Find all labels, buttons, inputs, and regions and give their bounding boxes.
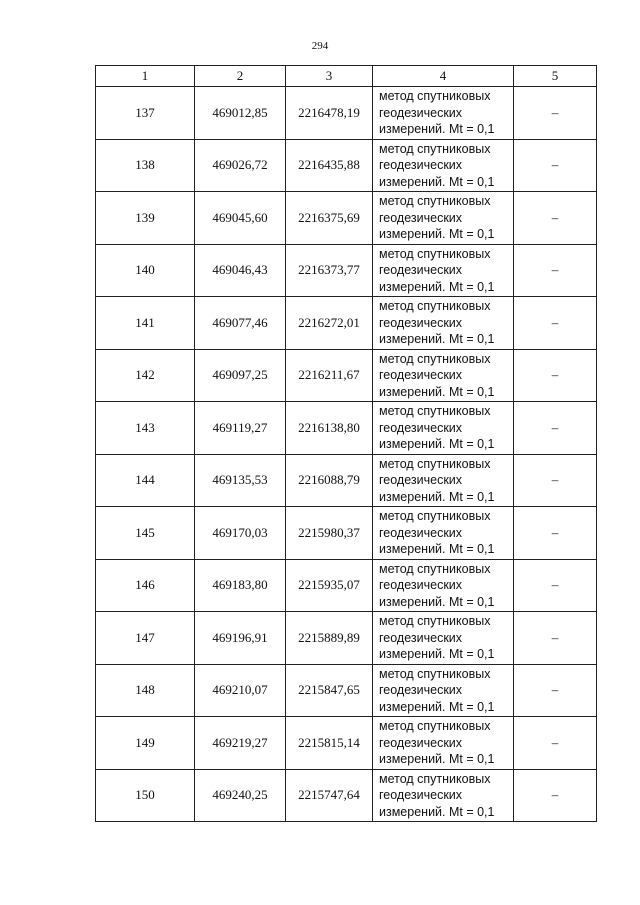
table-row: [96, 87, 597, 140]
point-number-cell: 145: [96, 507, 195, 560]
y-coordinate-cell: 2215747,64: [286, 769, 373, 822]
x-coordinate-cell: 469046,43: [195, 244, 286, 297]
method-line: измерений. Mt = 0,1: [379, 752, 495, 766]
method-cell: [373, 507, 514, 560]
method-cell: [373, 87, 514, 140]
method-line: геодезических: [379, 368, 463, 382]
method-line: измерений. Mt = 0,1: [379, 699, 495, 714]
table-row: [96, 349, 597, 402]
y-coordinate-cell: 2215980,37: [286, 507, 373, 560]
method-line: измерений. Mt = 0,1: [379, 384, 495, 399]
note-cell: –: [514, 769, 597, 822]
method-line: измерений. Mt = 0,1: [379, 227, 495, 241]
method-line: метод спутниковых: [379, 771, 491, 786]
method-cell: [373, 664, 514, 717]
y-coordinate-cell: 2216478,19: [286, 87, 373, 140]
table-row: [96, 402, 597, 455]
point-number-cell: 142: [96, 349, 195, 402]
table-row: [96, 559, 597, 612]
column-header-5: 5: [514, 66, 597, 87]
point-number-cell: 141: [96, 297, 195, 350]
table-row: [96, 454, 597, 507]
x-coordinate-cell: 469135,53: [195, 454, 286, 507]
column-header-4: 4: [373, 66, 514, 87]
note-cell: –: [514, 402, 597, 455]
column-header-3: 3: [286, 66, 373, 87]
note-cell: –: [514, 349, 597, 402]
method-line: метод спутниковых: [379, 719, 491, 733]
method-line: измерений. Mt = 0,1: [379, 437, 495, 451]
point-number-cell: 149: [96, 717, 195, 770]
method-line: метод спутниковых: [379, 561, 491, 576]
method-line: метод спутниковых: [379, 666, 491, 681]
y-coordinate-cell: 2216211,67: [286, 349, 373, 402]
x-coordinate-cell: 469210,07: [195, 664, 286, 717]
note-cell: –: [514, 559, 597, 612]
point-number-cell: 140: [96, 244, 195, 297]
method-line: измерений. Mt = 0,1: [379, 122, 495, 136]
method-line: метод спутниковых: [379, 509, 491, 523]
y-coordinate-cell: 2216138,80: [286, 402, 373, 455]
method-cell: [373, 139, 514, 192]
point-number-cell: 143: [96, 402, 195, 455]
method-line: геодезических: [379, 525, 463, 540]
x-coordinate-cell: 469240,25: [195, 769, 286, 822]
note-cell: –: [514, 139, 597, 192]
method-line: метод спутниковых: [379, 194, 491, 208]
point-number-cell: 137: [96, 87, 195, 140]
method-line: измерений. Mt = 0,1: [379, 594, 495, 609]
point-number-cell: 144: [96, 454, 195, 507]
y-coordinate-cell: 2215815,14: [286, 717, 373, 770]
method-line: геодезических: [379, 210, 463, 225]
method-line: геодезических: [379, 630, 463, 645]
y-coordinate-cell: 2215889,89: [286, 612, 373, 665]
note-cell: –: [514, 297, 597, 350]
method-line: метод спутниковых: [379, 141, 491, 156]
table-row: [96, 297, 597, 350]
method-line: метод спутниковых: [379, 299, 491, 313]
method-line: геодезических: [379, 158, 463, 172]
y-coordinate-cell: 2216272,01: [286, 297, 373, 350]
page-number: 294: [311, 40, 329, 52]
method-cell: [373, 612, 514, 665]
method-line: измерений. Mt = 0,1: [379, 804, 495, 819]
table-row: [96, 664, 597, 717]
method-line: метод спутниковых: [379, 246, 491, 261]
x-coordinate-cell: 469196,91: [195, 612, 286, 665]
table-row: [96, 139, 597, 192]
x-coordinate-cell: 469183,80: [195, 559, 286, 612]
method-cell: [373, 769, 514, 822]
table-row: [96, 507, 597, 560]
x-coordinate-cell: 469170,03: [195, 507, 286, 560]
table-row: [96, 717, 597, 770]
method-cell: [373, 717, 514, 770]
y-coordinate-cell: 2216373,77: [286, 244, 373, 297]
method-line: измерений. Mt = 0,1: [379, 279, 495, 294]
method-line: геодезических: [379, 578, 463, 592]
point-number-cell: 146: [96, 559, 195, 612]
method-cell: [373, 454, 514, 507]
x-coordinate-cell: 469119,27: [195, 402, 286, 455]
x-coordinate-cell: 469045,60: [195, 192, 286, 245]
table-row: [96, 192, 597, 245]
x-coordinate-cell: 469026,72: [195, 139, 286, 192]
column-header-1: 1: [96, 66, 195, 87]
method-cell: [373, 349, 514, 402]
coordinates-table: [95, 65, 597, 822]
y-coordinate-cell: 2216375,69: [286, 192, 373, 245]
table-header-row: [96, 66, 597, 87]
y-coordinate-cell: 2215847,65: [286, 664, 373, 717]
method-line: геодезических: [379, 788, 463, 802]
method-line: геодезических: [379, 473, 463, 487]
note-cell: –: [514, 664, 597, 717]
column-header-2: 2: [195, 66, 286, 87]
method-cell: [373, 402, 514, 455]
x-coordinate-cell: 469012,85: [195, 87, 286, 140]
method-line: метод спутниковых: [379, 89, 491, 103]
method-line: геодезических: [379, 735, 463, 750]
note-cell: –: [514, 507, 597, 560]
method-line: геодезических: [379, 105, 463, 120]
method-line: метод спутниковых: [379, 404, 491, 418]
x-coordinate-cell: 469219,27: [195, 717, 286, 770]
table-body: [96, 87, 597, 822]
method-line: геодезических: [379, 420, 463, 435]
method-line: измерений. Mt = 0,1: [379, 489, 495, 504]
method-line: измерений. Mt = 0,1: [379, 174, 495, 189]
table-row: [96, 769, 597, 822]
y-coordinate-cell: 2216435,88: [286, 139, 373, 192]
method-line: геодезических: [379, 683, 463, 697]
table-row: [96, 612, 597, 665]
method-line: метод спутниковых: [379, 456, 491, 471]
method-cell: [373, 244, 514, 297]
point-number-cell: 147: [96, 612, 195, 665]
x-coordinate-cell: 469097,25: [195, 349, 286, 402]
point-number-cell: 148: [96, 664, 195, 717]
table-row: [96, 244, 597, 297]
note-cell: –: [514, 87, 597, 140]
point-number-cell: 138: [96, 139, 195, 192]
note-cell: –: [514, 244, 597, 297]
note-cell: –: [514, 612, 597, 665]
method-line: геодезических: [379, 263, 463, 277]
x-coordinate-cell: 469077,46: [195, 297, 286, 350]
method-line: метод спутниковых: [379, 351, 491, 366]
point-number-cell: 139: [96, 192, 195, 245]
method-line: измерений. Mt = 0,1: [379, 542, 495, 556]
y-coordinate-cell: 2216088,79: [286, 454, 373, 507]
note-cell: –: [514, 192, 597, 245]
point-number-cell: 150: [96, 769, 195, 822]
method-line: геодезических: [379, 315, 463, 330]
method-cell: [373, 559, 514, 612]
method-line: измерений. Mt = 0,1: [379, 647, 495, 661]
note-cell: –: [514, 717, 597, 770]
method-cell: [373, 192, 514, 245]
method-line: метод спутниковых: [379, 614, 491, 628]
method-line: измерений. Mt = 0,1: [379, 332, 495, 346]
y-coordinate-cell: 2215935,07: [286, 559, 373, 612]
method-cell: [373, 297, 514, 350]
note-cell: –: [514, 454, 597, 507]
